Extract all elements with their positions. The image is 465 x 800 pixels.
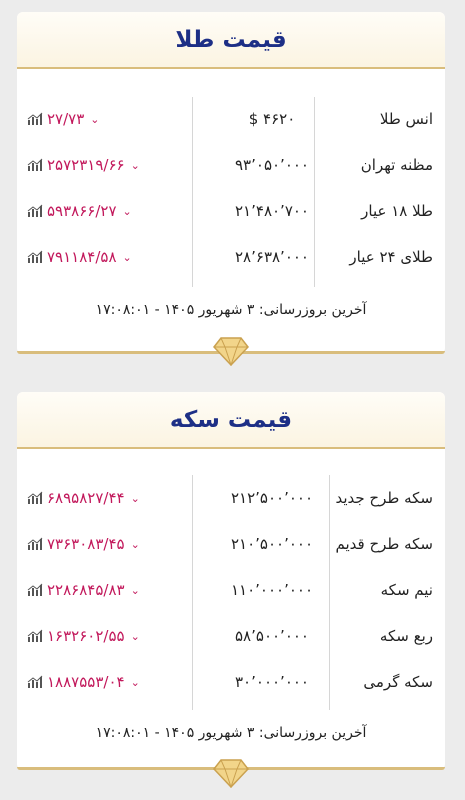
row-price: ۲۱٬۴۸۰٬۷۰۰: [235, 202, 309, 220]
row-change: [17, 156, 211, 174]
coin-card-header: [17, 392, 445, 449]
gold-rows: [17, 96, 445, 280]
gold-row-18k[interactable]: [17, 188, 445, 234]
chevron-down-icon: ⌄: [130, 583, 140, 597]
row-name: ربع سکه: [379, 627, 433, 645]
coin-row-new[interactable]: [17, 475, 445, 521]
gold-row-ounce[interactable]: [17, 96, 445, 142]
row-change: [17, 673, 211, 691]
change-value: ۷۳۶۳۰۸۳/۴۵: [47, 535, 125, 553]
row-change: [17, 489, 211, 507]
row-price: ۲۱۰٬۵۰۰٬۰۰۰: [230, 535, 314, 553]
change-value: ۱۸۸۷۵۵۳/۰۴: [47, 673, 125, 691]
bar-chart-icon: [27, 158, 43, 172]
chevron-down-icon: ⌄: [130, 158, 140, 172]
chevron-down-icon: ⌄: [130, 537, 140, 551]
coin-last-update: آخرین بروزرسانی: ۳ شهریور ۱۴۰۵ - ۱۷:۰۸:۰۱: [95, 725, 367, 741]
change-value: ۶۸۹۵۸۲۷/۴۴: [47, 489, 125, 507]
bar-chart-icon: [27, 112, 43, 126]
row-change: [17, 110, 211, 128]
row-name: سکه طرح قدیم: [335, 535, 433, 553]
coin-row-gram[interactable]: [17, 659, 445, 705]
row-price: ۱۱۰٬۰۰۰٬۰۰۰: [230, 581, 314, 599]
row-name: مظنه تهران: [360, 156, 433, 174]
gold-price-card: [17, 12, 445, 354]
bar-chart-icon: [27, 629, 43, 643]
coin-row-half[interactable]: [17, 567, 445, 613]
change-value: ۵۹۳۸۶۶/۲۷: [47, 202, 117, 220]
row-change: [17, 627, 211, 645]
coin-row-quarter[interactable]: [17, 613, 445, 659]
coin-row-old[interactable]: [17, 521, 445, 567]
bar-chart-icon: [27, 491, 43, 505]
row-change: [17, 581, 211, 599]
gold-last-update: آخرین بروزرسانی: ۳ شهریور ۱۴۰۵ - ۱۷:۰۸:۰۱: [95, 302, 367, 318]
chevron-down-icon: ⌄: [130, 675, 140, 689]
row-price: ۲۱۲٬۵۰۰٬۰۰۰: [230, 489, 314, 507]
diamond-icon: [213, 758, 249, 788]
row-price: ۴۶۲۰ $: [248, 110, 296, 128]
row-name: طلای ۲۴ عیار: [349, 248, 433, 266]
row-price: ۳۰٬۰۰۰٬۰۰۰: [235, 673, 309, 691]
row-name: سکه طرح جدید: [335, 489, 433, 507]
gold-row-24k[interactable]: [17, 234, 445, 280]
bar-chart-icon: [27, 583, 43, 597]
gold-card-title: قیمت طلا: [175, 26, 287, 53]
row-change: [17, 535, 211, 553]
chevron-down-icon: ⌄: [130, 491, 140, 505]
gold-row-tehran[interactable]: [17, 142, 445, 188]
coin-price-card: [17, 392, 445, 770]
diamond-icon: [213, 336, 249, 366]
row-price: ۵۸٬۵۰۰٬۰۰۰: [235, 627, 309, 645]
row-change: [17, 202, 211, 220]
gold-card-header: [17, 12, 445, 69]
bar-chart-icon: [27, 204, 43, 218]
bar-chart-icon: [27, 675, 43, 689]
row-change: [17, 248, 211, 266]
change-value: ۲۲۸۶۸۴۵/۸۳: [47, 581, 125, 599]
row-name: طلا ۱۸ عیار: [361, 202, 433, 220]
row-name: سکه گرمی: [363, 673, 433, 691]
coin-rows: [17, 475, 445, 705]
bar-chart-icon: [27, 250, 43, 264]
row-price: ۹۳٬۰۵۰٬۰۰۰: [235, 156, 309, 174]
change-value: ۱۶۳۲۶۰۲/۵۵: [47, 627, 125, 645]
chevron-down-icon: ⌄: [130, 629, 140, 643]
change-value: ۷۹۱۱۸۴/۵۸: [47, 248, 117, 266]
row-name: نیم سکه: [380, 581, 433, 599]
chevron-down-icon: ⌄: [90, 112, 100, 126]
change-value: ۲۵۷۲۳۱۹/۶۶: [47, 156, 125, 174]
chevron-down-icon: ⌄: [122, 204, 132, 218]
row-name: انس طلا: [379, 110, 433, 128]
row-price: ۲۸٬۶۳۸٬۰۰۰: [235, 248, 309, 266]
bar-chart-icon: [27, 537, 43, 551]
chevron-down-icon: ⌄: [122, 250, 132, 264]
change-value: ۲۷/۷۳: [47, 110, 85, 128]
coin-card-title: قیمت سکه: [169, 406, 293, 433]
